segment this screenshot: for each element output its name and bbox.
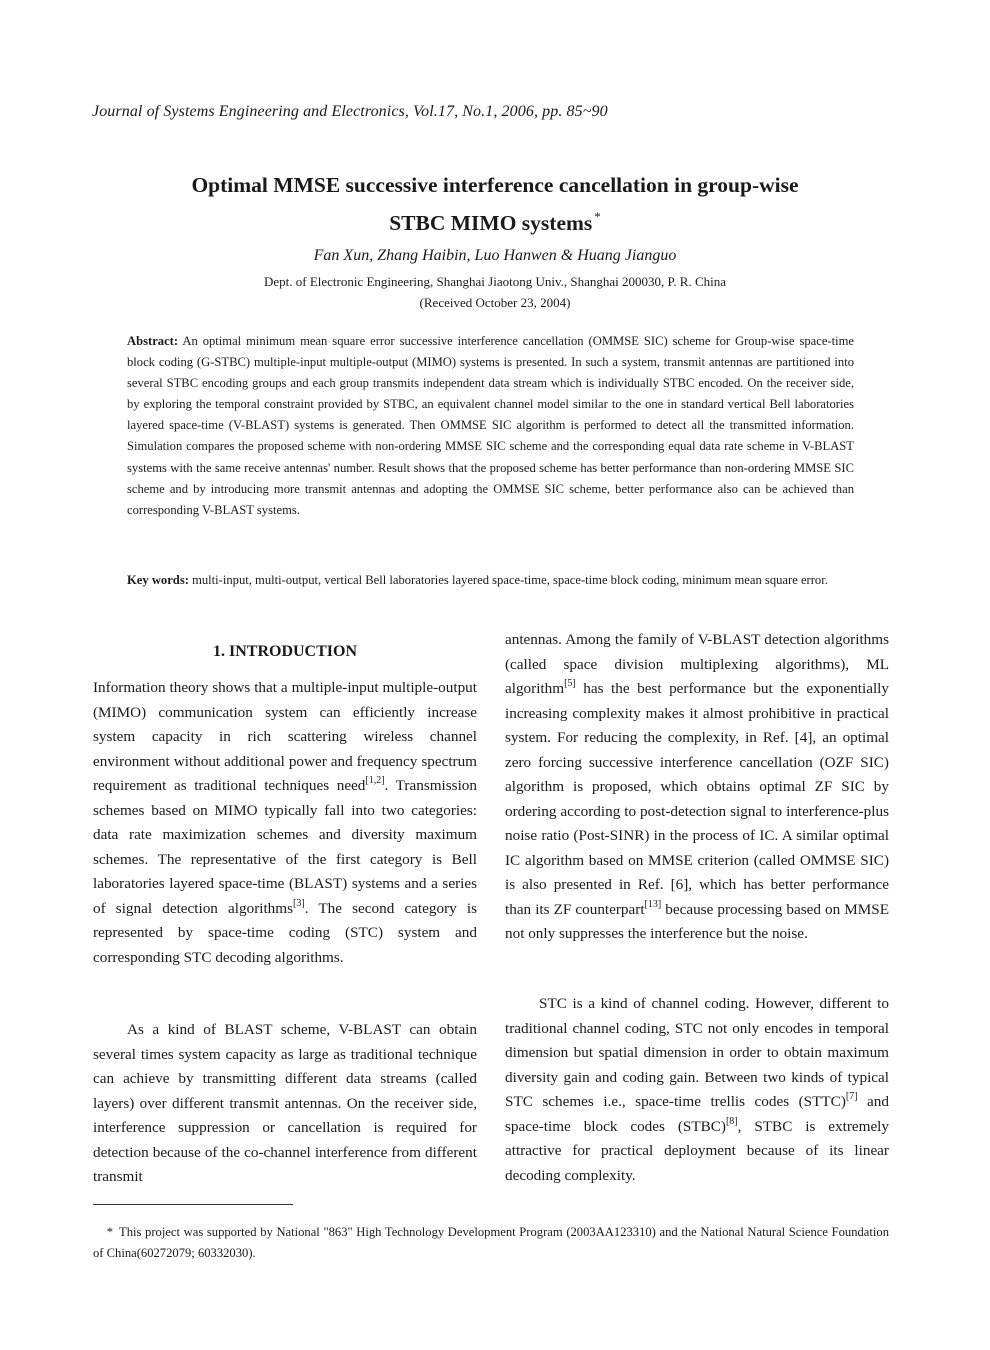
abstract-text: An optimal minimum mean square error successive interference cancellation (OMMSE SIC) scheme for Group-wise space-time block coding (G-STBC) multiple-input multiple-output (MIMO) systems is presented. In such a system, transmit antennas are partitioned into several STBC encoding groups and each group transmits independent data stream which is individually STBC encoded. On the receiver side, by exploring the temporal constraint provided by STBC, an equivalent channel model similar to the one in standard vertical Bell laboratories layered space-time (V-BLAST) systems is generated. Then OMMSE SIC algorithm is performed to detect all the transmitted information. Simulation compares the proposed scheme with non-ordering MMSE SIC scheme and the corresponding equal data rate scheme in V-BLAST systems with the same receive antennas' number. Result shows that the proposed scheme has better performance than non-ordering MMSE SIC scheme and by introducing more transmit antennas and adopting the OMMSE SIC scheme, better performance also can be achieved than corresponding V-BLAST systems.	[127, 334, 854, 517]
intro-paragraph-1	[93, 676, 477, 970]
intro-p3-text-a: antennas. Among the family of V-BLAST detection algorithms (called space division multiplexing algorithms), ML algorithm	[505, 631, 889, 697]
citation-ref: [7]	[845, 1091, 858, 1102]
intro-p1-text-b: . Transmission schemes based on MIMO typically fall into two categories: data rate maximization schemes and diversity maximum schemes. The representative of the first category is Bell laboratories layered space-time (BLAST) systems and a series of signal detection algorithms	[93, 777, 477, 917]
footnote-divider	[93, 1204, 293, 1205]
citation-ref: [5]	[564, 678, 576, 689]
citation-ref: [8]	[725, 1115, 738, 1127]
abstract	[127, 331, 854, 521]
section-heading-introduction: 1. INTRODUCTION	[212, 643, 357, 660]
keywords-text: multi-input, multi-output, vertical Bell laboratories layered space-time, space-time block coding, minimum mean square error.	[192, 573, 828, 587]
title-footnote-mark: *	[594, 209, 601, 224]
intro-p1-text-c: . The second category is represented by space-time coding (STC) system and corresponding STC decoding algorithms.	[93, 899, 478, 966]
abstract-label: Abstract:	[127, 334, 179, 348]
funding-footnote	[93, 1222, 889, 1264]
title-line-1: Optimal MMSE successive interference cancellation in group-wise	[191, 173, 799, 197]
journal-citation-header: Journal of Systems Engineering and Electronics, Vol.17, No.1, 2006, pp. 85~90	[92, 103, 608, 120]
citation-ref: [13]	[644, 898, 662, 910]
footnote-text: This project was supported by National "863" High Technology Development Program (2003AA123310) and the National Natural Science Foundation of China(60272079; 60332030).	[93, 1225, 889, 1260]
author-list: Fan Xun, Zhang Haibin, Luo Hanwen & Huang Jianguo	[313, 247, 677, 264]
paper-title	[100, 170, 890, 239]
received-date: (Received October 23, 2004)	[419, 295, 571, 310]
affiliation: Dept. of Electronic Engineering, Shanghai Jiaotong Univ., Shanghai 200030, P. R. China	[263, 274, 727, 289]
intro-p1-text-a: Information theory shows that a multiple-input multiple-output (MIMO) communication system can efficiently increase system capacity in rich scattering wireless channel environment without additional power and frequency spectrum requirement as traditional techniques need	[93, 679, 477, 794]
keywords-label: Key words:	[127, 573, 189, 587]
citation-ref: [1,2]	[365, 775, 385, 786]
intro-p4-text-a: STC is a kind of channel coding. However, different to traditional channel coding, STC not only encodes in temporal dimension but spatial dimension in order to obtain maximum diversity gain and coding gain. Between two kinds of typical STC schemes i.e., space-time trellis codes (STTC)	[505, 995, 889, 1110]
intro-p3-text-b: has the best performance but the exponentially increasing complexity makes it almost prohibitive in practical system. For reducing the complexity, in Ref. [4], an optimal zero forcing successive interference cancellation (OZF SIC) algorithm is proposed, which obtains optimal ZF SIC by ordering according to post-detection signal to interference-plus noise ratio (Post-SINR) in the process of IC. A similar optimal IC algorithm based on MMSE criterion (called OMMSE SIC) is also presented in Ref. [6], which has better performance than its ZF counterpart	[505, 680, 889, 918]
footnote-mark: *	[106, 1225, 113, 1239]
intro-paragraph-3	[505, 628, 889, 947]
title-line-2	[100, 201, 890, 239]
intro-p3-text-c: because processing based on MMSE not only suppresses the interference but the noise.	[505, 900, 890, 942]
intro-p4-text-b: and space-time block codes (STBC)	[505, 1093, 889, 1135]
title-line-2-text: STBC MIMO systems	[389, 211, 593, 235]
keywords	[127, 570, 854, 591]
intro-p4-text-c: , STBC is extremely attractive for practical deployment because of its linear decoding complexity.	[505, 1117, 889, 1184]
citation-ref: [3]	[293, 897, 305, 909]
intro-paragraph-2: As a kind of BLAST scheme, V-BLAST can obtain several times system capacity as large as traditional technique can achieve by transmitting different data streams (called layers) over different transmit antennas. On the receiver side, interference suppression or cancellation is required for detection because of the co-channel interference from different transmit	[93, 1021, 477, 1185]
intro-paragraph-4	[505, 992, 889, 1188]
